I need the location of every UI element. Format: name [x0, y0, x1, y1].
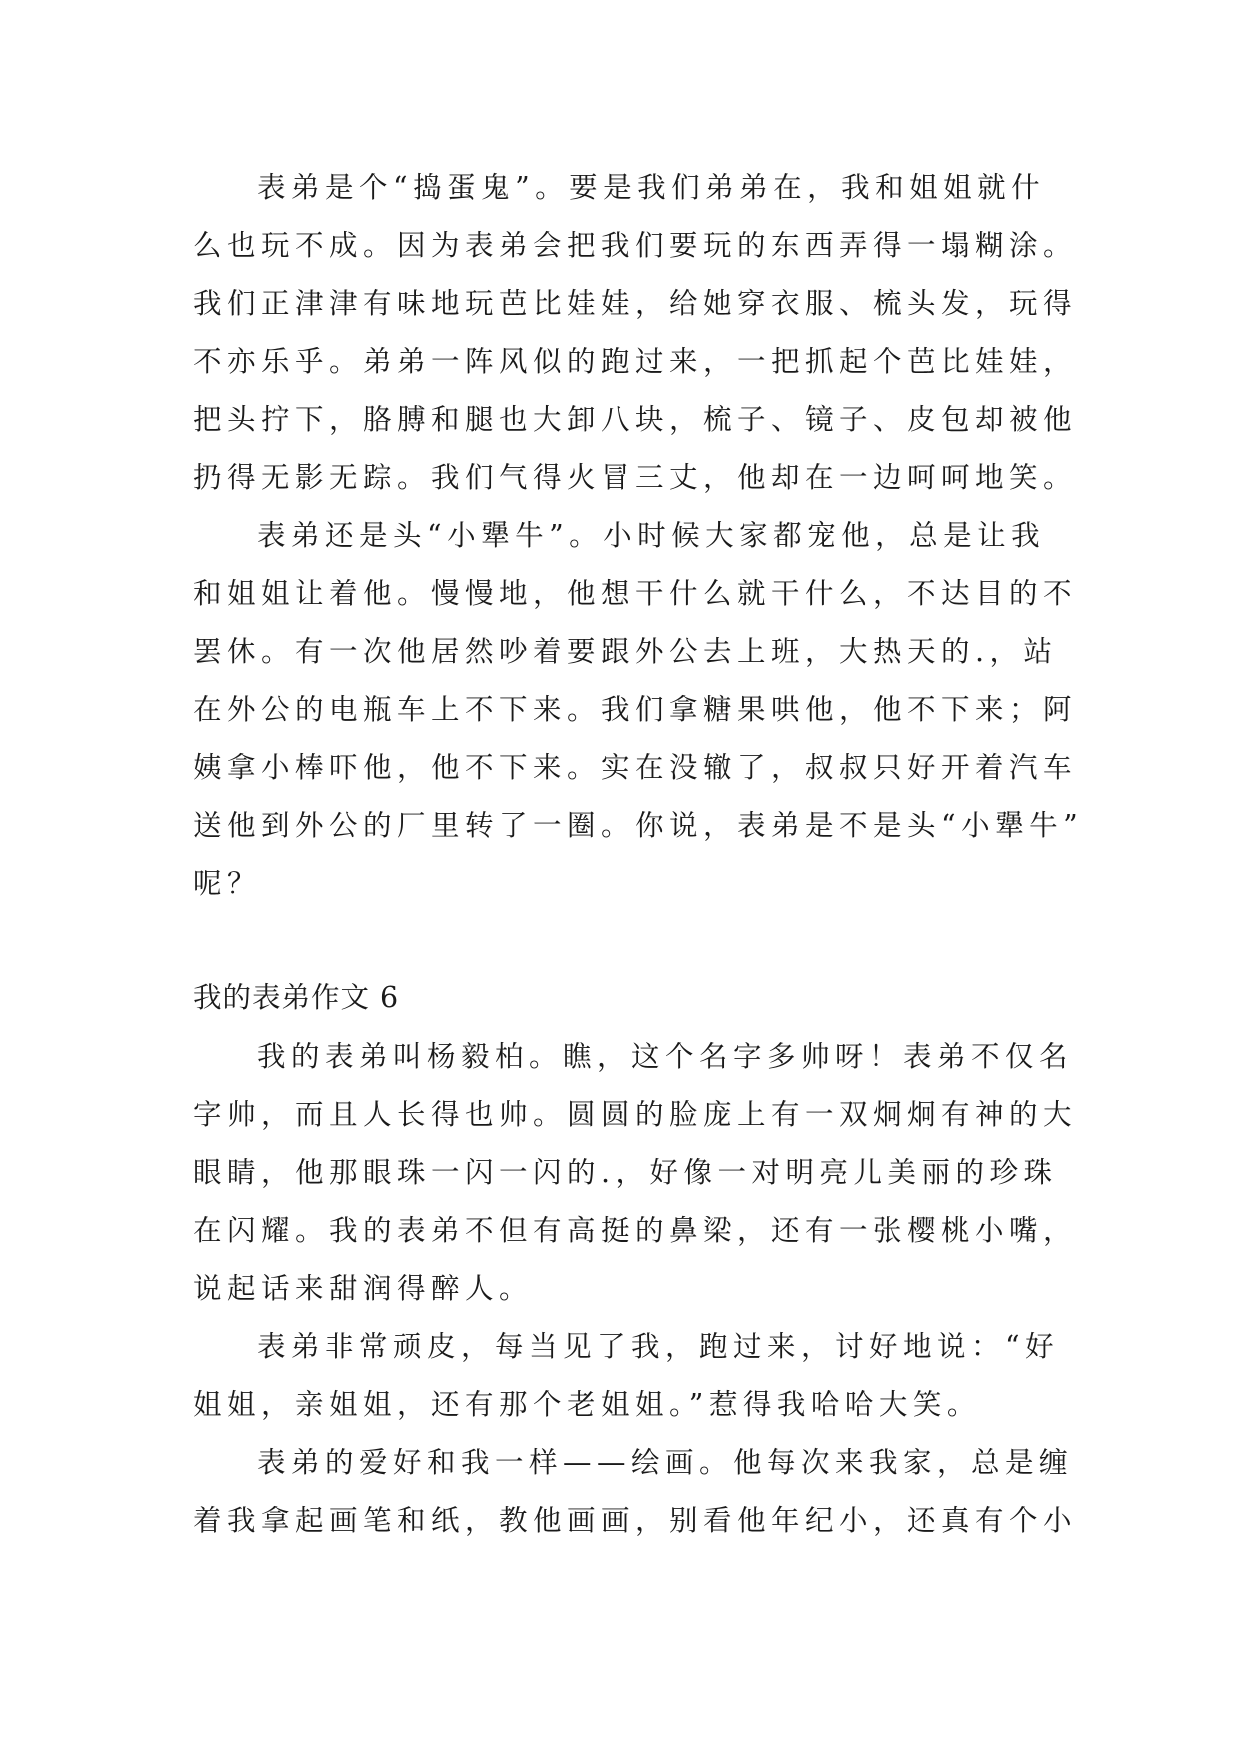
paragraph-line: 罢休。有一次他居然吵着要跟外公去上班，大热天的.，站 [193, 635, 1058, 668]
paragraph-line: 在外公的电瓶车上不下来。我们拿糖果哄他，他不下来；阿 [193, 693, 1078, 726]
paragraph-line: 字帅，而且人长得也帅。圆圆的脸庞上有一双炯炯有神的大 [193, 1098, 1078, 1131]
paragraph-line: 扔得无影无踪。我们气得火冒三丈，他却在一边呵呵地笑。 [193, 461, 1078, 494]
paragraph-line: 表弟的爱好和我一样——绘画。他每次来我家，总是缠 [257, 1446, 1074, 1479]
paragraph-line: 呢？ [193, 867, 262, 900]
section-heading: 我的表弟作文 6 [193, 981, 400, 1014]
paragraph-line: 姐姐，亲姐姐，还有那个老姐姐。”惹得我哈哈大笑。 [193, 1388, 981, 1421]
paragraph-line: 姨拿小棒吓他，他不下来。实在没辙了，叔叔只好开着汽车 [193, 751, 1078, 784]
paragraph-line: 在闪耀。我的表弟不但有高挺的鼻梁，还有一张樱桃小嘴， [193, 1214, 1078, 1247]
paragraph-line: 眼睛，他那眼珠一闪一闪的.，好像一对明亮儿美丽的珍珠 [193, 1156, 1058, 1189]
paragraph-line: 表弟还是头“小犟牛”。小时候大家都宠他，总是让我 [257, 519, 1046, 552]
paragraph-line: 我的表弟叫杨毅柏。瞧，这个名字多帅呀！表弟不仅名 [257, 1040, 1074, 1073]
paragraph-line: 和姐姐让着他。慢慢地，他想干什么就干什么，不达目的不 [193, 577, 1078, 610]
paragraph-line: 表弟非常顽皮，每当见了我，跑过来，讨好地说：“好 [257, 1330, 1060, 1363]
paragraph-line: 表弟是个“捣蛋鬼”。要是我们弟弟在，我和姐姐就什 [257, 171, 1046, 204]
paragraph-line: 着我拿起画笔和纸，教他画画，别看他年纪小，还真有个小 [193, 1504, 1078, 1537]
paragraph-line: 我们正津津有味地玩芭比娃娃，给她穿衣服、梳头发，玩得 [193, 287, 1078, 320]
paragraph-line: 说起话来甜润得醉人。 [193, 1272, 534, 1305]
paragraph-line: 么也玩不成。因为表弟会把我们要玩的东西弄得一塌糊涂。 [193, 229, 1078, 262]
paragraph-line: 把头拧下，胳膊和腿也大卸八块，梳子、镜子、皮包却被他 [193, 403, 1078, 436]
paragraph-line: 不亦乐乎。弟弟一阵风似的跑过来，一把抓起个芭比娃娃， [193, 345, 1078, 378]
paragraph-line: 送他到外公的厂里转了一圈。你说，表弟是不是头“小犟牛” [193, 809, 1084, 842]
